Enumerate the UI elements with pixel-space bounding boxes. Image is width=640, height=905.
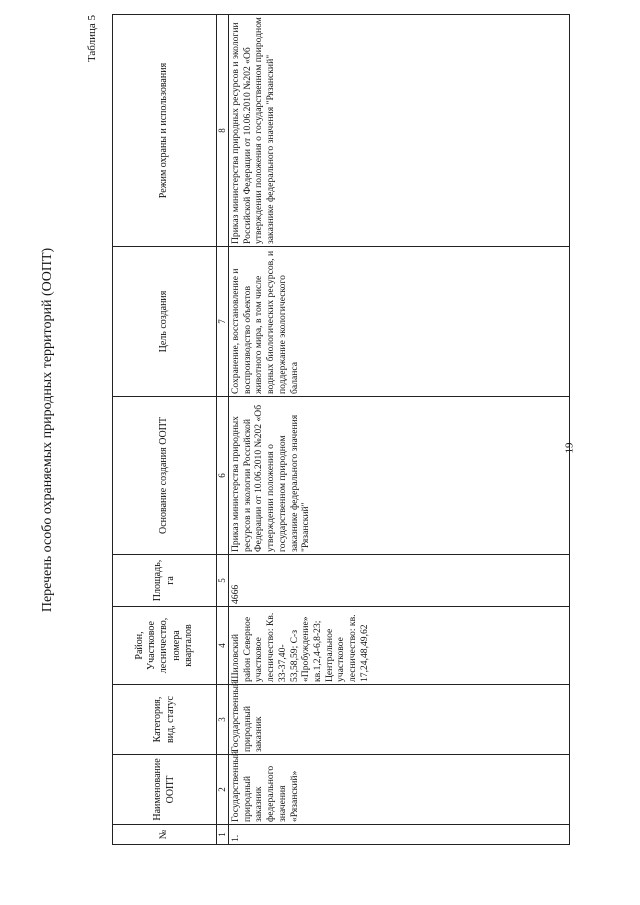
column-number-row	[217, 15, 229, 845]
header-location: Район, Участковое лесничество, номера кварталов	[113, 607, 217, 685]
header-name: Наименование ООПТ	[113, 755, 217, 825]
header-number: №	[113, 825, 217, 845]
page-number: 19	[563, 442, 576, 454]
column-number: 3	[217, 685, 229, 755]
column-number: 1	[217, 825, 229, 845]
column-number: 8	[217, 15, 229, 247]
cell-regime: Приказ министерства природных ресурсов и экологии Российской Федерации от 10.06.2010 №202 «Об утверждении положения о государственном природном заказнике федерального значения "Рязанский"	[229, 15, 570, 247]
table-header-row	[113, 15, 217, 845]
table-label: Таблица 5	[86, 15, 98, 63]
column-number: 4	[217, 607, 229, 685]
header-basis: Основание создания ООПТ	[113, 397, 217, 555]
oopt-table	[112, 14, 570, 845]
rotated-page-content	[40, 15, 570, 845]
header-purpose: Цель создания	[113, 247, 217, 397]
cell-location: Шиловский район Северное участковое лесничество: Кв. 33-37,40-53,58,59; С-з «Пробуждение» кв.1,2,4-6,8-23; Центральное участковое лесничество: кв. 17,24,48,49,62	[229, 607, 570, 685]
cell-area: 4666	[229, 555, 570, 607]
column-number: 7	[217, 247, 229, 397]
cell-name: Государственный природный заказник федерального значения «Рязанский»	[229, 755, 570, 825]
cell-purpose: Сохранение, восстановление и воспроизводство объектов животного мира, в том числе водных биологических ресурсов, и поддержание экологического баланса	[229, 247, 570, 397]
page-title: Перечень особо охраняемых природных территорий (ООПТ)	[40, 247, 55, 613]
header-category: Категория, вид, статус	[113, 685, 217, 755]
header-area: Площадь, га	[113, 555, 217, 607]
column-number: 5	[217, 555, 229, 607]
cell-basis: Приказ министерства природных ресурсов и экологии Российской Федерации от 10.06.2010 №202 «Об утверждении положения о государственном природном заказнике федерального значения "Рязанский"	[229, 397, 570, 555]
column-number: 6	[217, 397, 229, 555]
cell-category: Государственный природный заказник	[229, 685, 570, 755]
column-number: 2	[217, 755, 229, 825]
cell-number: 1.	[229, 825, 570, 845]
header-regime: Режим охраны и использования	[113, 15, 217, 247]
table-row	[229, 15, 570, 845]
